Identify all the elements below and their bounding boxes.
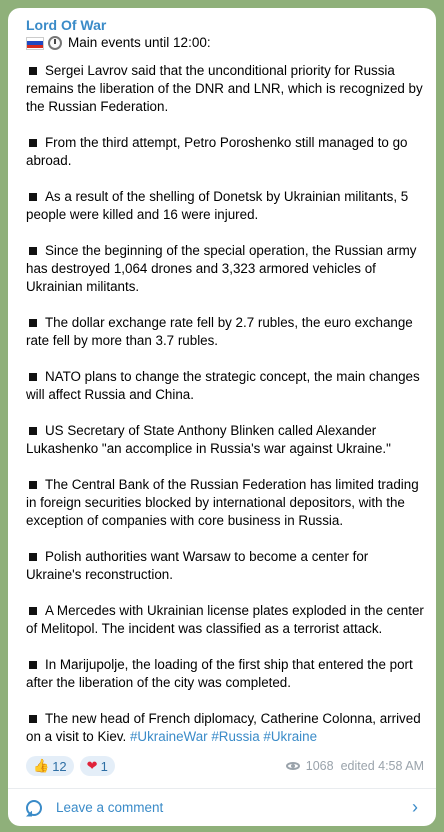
bullet-icon [29, 193, 37, 201]
view-count: 1068 [305, 759, 334, 773]
bullet-icon [29, 715, 37, 723]
news-list [26, 62, 424, 746]
heart-icon: ❤ [86, 758, 98, 773]
bullet-icon [29, 607, 37, 615]
hashtags[interactable]: #UkraineWar #Russia #Ukraine [129, 729, 318, 744]
news-item: In Marijupolje, the loading of the first ship that entered the port after the liberation of the city was completed. [26, 657, 413, 690]
news-item: The Central Bank of the Russian Federation has limited trading in foreign securities blocked by international depositors, with the exception of companies with core business in Russia. [26, 477, 419, 528]
bullet-icon [29, 247, 37, 255]
stopwatch-icon [48, 36, 62, 50]
reaction-count: 1 [100, 758, 108, 774]
news-item: Since the beginning of the special operation, the Russian army has destroyed 1,064 drones and 3,323 armored vehicles of Ukrainian militants. [26, 243, 417, 294]
chevron-right-icon: › [412, 797, 418, 817]
bullet-icon [29, 661, 37, 669]
bullet-icon [29, 481, 37, 489]
bullet-icon [29, 319, 37, 327]
reactions-row [26, 756, 424, 776]
channel-name[interactable]: Lord Of War [26, 17, 107, 33]
news-item: US Secretary of State Anthony Blinken called Alexander Lukashenko "an accomplice in Russia's war against Ukraine." [26, 423, 391, 456]
reaction-heart[interactable] [80, 756, 115, 776]
news-item: NATO plans to change the strategic concept, the main changes will affect Russia and China. [26, 369, 420, 402]
bullet-icon [29, 139, 37, 147]
russia-flag-icon [26, 37, 44, 50]
comment-icon [26, 800, 42, 816]
header-text: Main events until 12:00: [68, 35, 211, 50]
message-meta [286, 759, 424, 773]
bullet-icon [29, 553, 37, 561]
news-item: The new head of French diplomacy, Catherine Colonna, arrived on a visit to Kiev. #UkraineWar #Russia #Ukraine [26, 711, 421, 744]
news-item: Polish authorities want Warsaw to become a center for Ukraine's reconstruction. [26, 549, 369, 582]
news-item: The dollar exchange rate fell by 2.7 rubles, the euro exchange rate fell by more than 3.7 rubles. [26, 315, 413, 348]
news-item: As a result of the shelling of Donetsk by Ukrainian militants, 5 people were killed and 16 were injured. [26, 189, 409, 222]
reaction-count: 12 [52, 758, 67, 774]
leave-comment-button[interactable]: Leave a comment [56, 800, 164, 815]
news-item: From the third attempt, Petro Poroshenko still managed to go abroad. [26, 135, 408, 168]
edited-time: edited 4:58 AM [340, 759, 424, 773]
reaction-thumbs-up[interactable] [26, 756, 74, 776]
bullet-icon [29, 67, 37, 75]
news-item: A Mercedes with Ukrainian license plates exploded in the center of Melitopol. The incident was classified as a terrorist attack. [26, 603, 424, 636]
news-item: Sergei Lavrov said that the unconditional priority for Russia remains the liberation of the DNR and LNR, which is recognized by the Russian Federation. [26, 63, 423, 114]
message-bubble [8, 8, 436, 826]
post-header [26, 34, 424, 52]
thumbs-up-icon: 👍 [33, 758, 50, 773]
bullet-icon [29, 373, 37, 381]
comment-bar[interactable] [8, 788, 436, 826]
bullet-icon [29, 427, 37, 435]
eye-icon [286, 762, 300, 770]
